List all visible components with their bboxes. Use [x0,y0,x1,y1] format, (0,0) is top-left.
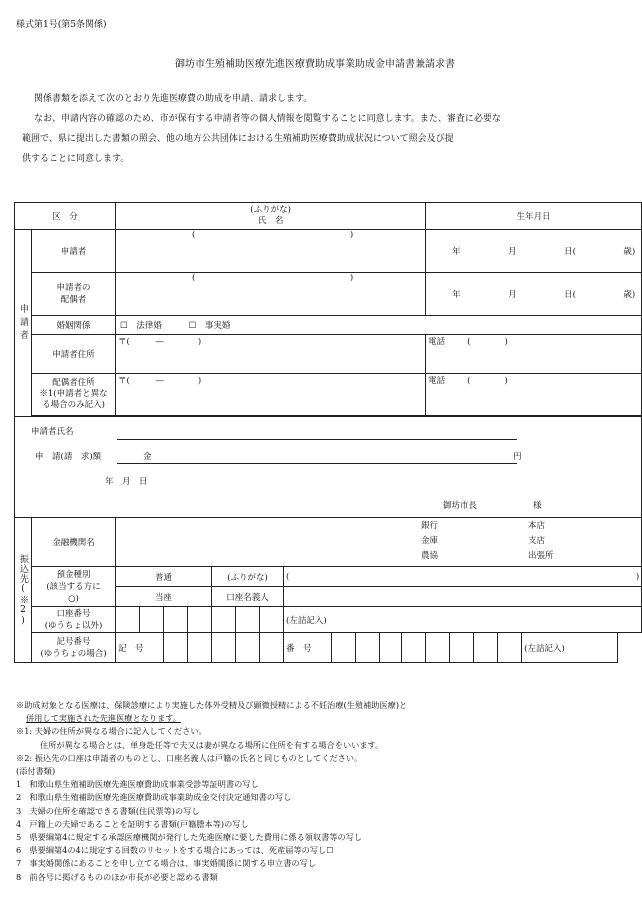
legal-label: 法律婚 [136,321,162,331]
holder-furigana-field[interactable]: ( ) [284,567,642,587]
toza-option[interactable]: 当座 [116,587,212,607]
note-line: 4 戸籍上の夫婦であることを証明する書類(戸籍謄本等)の写し [16,818,249,829]
form-number: 様式第1号(第5条関係) [16,20,107,30]
honten-label: 本店 [528,521,546,531]
branch-type-labels [528,519,554,564]
holder-label: 口座名義人 [212,587,284,607]
applicant-section-label: 申請者 [15,230,32,417]
kinko-label: 金庫 [421,536,439,546]
intro-line-4: 供することに同意します。 [22,154,130,164]
symbol-digit[interactable] [260,633,284,663]
bango-label: 番 号 [284,633,332,663]
legal-checkbox[interactable]: ☐ [120,321,128,331]
note-line: 住所が異なる場合とは、単身赴任等で夫又は妻が異なる場所に住所を有する場合をいいます。 [40,739,384,750]
header-name [116,203,426,230]
ginko-label: 銀行 [421,521,439,531]
note-line: 2 和歌山県生殖補助医療先進医療費助成事業助成金交付決定通知書の写し [16,792,292,803]
intro-line-1: 関係書類を添えて次のとおり先進医療費の助成を申請、請求します。 [34,94,313,104]
header-furigana: (ふりがな) [250,205,291,215]
applicant-address-label: 申請者住所 [32,335,116,374]
marriage-label: 婚姻関係 [32,316,116,335]
account-digit[interactable] [236,607,260,633]
note-line: 6 県要綱第4の4に規定する回数のリセットをする場合にあっては、死産届等の写し☐ [16,845,334,856]
defacto-checkbox[interactable]: ☐ [188,321,197,331]
application-table [14,202,642,663]
date-line: 年 月 日 [105,477,148,487]
account-digit[interactable] [260,607,284,633]
symbol-digit[interactable] [164,633,188,663]
number-digit[interactable] [474,633,498,663]
holder-name-field[interactable] [284,587,642,607]
number-digit[interactable] [426,633,450,663]
applicant-phone-field[interactable]: 電話 ( ) [426,335,642,374]
shiten-label: 支店 [528,536,546,546]
bank-name-field[interactable] [116,518,642,567]
mayor-label: 御坊市長 [443,501,478,511]
note-line: 8 前各号に掲げるもののほか市長が必要と認める書類 [16,871,218,882]
note-line: 1 和歌山県生殖補助医療先進医療費助成事業受診等証明書の写し [16,779,259,790]
transfer-section-label: 振込先(※2) [15,518,32,663]
header-birthdate: 生年月日 [426,203,642,230]
form-title: 御坊市生殖補助医療先進医療費助成事業助成金申請書兼請求書 [175,59,455,70]
intro-text [22,89,612,169]
account-number-label: 口座番号 (ゆうちょ以外) [32,607,116,633]
account-digit[interactable] [140,607,164,633]
symbol-left-fill-note: (左詰記入) [522,633,618,663]
bank-name-label: 金融機関名 [32,518,116,567]
applicant-label: 申請者 [32,230,116,273]
applicant-address-field[interactable]: 〒( — ) [116,335,426,374]
applicant-name-label: 申請者氏名 [31,427,74,437]
note-line: 3 夫婦の住所を確認できる書類(住民票等)の写し [16,805,200,816]
intro-line-2: なお、申請内容の確認のため、市が保有する申請者等の個人情報を閲覧することに同意します。また、審査に必要な [34,114,501,124]
header-shimei: 氏 名 [257,216,284,226]
spouse-label: 申請者の 配偶者 [32,273,116,316]
spouse-address-field[interactable]: 〒( — ) [116,374,426,416]
claim-amount-line[interactable] [117,463,517,464]
nokyo-label: 農協 [421,551,439,561]
claim-amount-label: 申 請(請 求)額 [35,452,102,462]
deposit-type-label: 預金種別 (該当する方に ○) [32,567,116,607]
applicant-name-line[interactable] [117,439,517,440]
number-digit[interactable] [380,633,402,663]
note-line: ※1: 夫婦の住所が異なる場合に記入してください。 [16,726,207,737]
applicant-name-field[interactable]: ( ) [116,230,426,273]
futsu-option[interactable]: 普通 [116,567,212,587]
sama-label: 様 [533,501,542,511]
note-line: 7 事実婚関係にあることを申し立てる場合は、事実婚関係に関する申立書の写し [16,858,316,869]
claim-section [15,417,642,518]
account-digit[interactable] [116,607,140,633]
number-digit[interactable] [402,633,426,663]
spouse-phone-field[interactable]: 電話 ( ) [426,374,642,416]
number-digit[interactable] [332,633,356,663]
note-line: (添付書類) [16,766,56,777]
number-digit[interactable] [356,633,380,663]
note-line: ※助成対象となる医療は、保険診療により実施した体外受精及び顕微授精による不妊治療(生殖補助医療)と [16,700,408,710]
symbol-digit[interactable] [188,633,212,663]
spouse-address-label: 配偶者住所 ※1(申請者と異な る場合のみ記入) [32,374,116,416]
spouse-name-field[interactable]: ( ) [116,273,426,316]
kigo-label: 記 号 [116,633,164,663]
header-kubun: 区 分 [15,203,116,230]
footnotes [16,699,616,884]
number-digit[interactable] [450,633,474,663]
symbol-number-label: 記号番号 (ゆうちょの場合) [32,633,116,663]
shutchojo-label: 出張所 [528,551,554,561]
account-digit[interactable] [188,607,212,633]
spouse-birthdate-field[interactable]: 年 月 日( 歳) [426,273,642,316]
marriage-options [116,316,642,335]
account-digit[interactable] [212,607,236,633]
symbol-digit[interactable] [212,633,236,663]
intro-line-3: 範囲で、県に提出した書類の照会、他の地方公共団体における生殖補助医療費助成状況について照会及び提 [22,134,454,144]
en-label: 円 [513,452,522,462]
bank-type-labels [421,519,438,564]
note-line: ※2: 振込先の口座は申請者のものとし、口座名義人は戸籍の氏名と同じものとしてください。 [16,752,363,763]
symbol-digit[interactable] [236,633,260,663]
note-line: 併用して実施された先進医療となります。 [26,713,181,724]
note-line: 5 県要綱第4に規定する承認医療機関が発行した先進医療に要した費用に係る領収書等の写し [16,832,363,843]
defacto-label: 事実婚 [204,321,231,331]
holder-furigana-label: (ふりがな) [212,567,284,587]
kin-label: 金 [143,452,152,462]
account-digit[interactable] [164,607,188,633]
number-digit[interactable] [498,633,522,663]
account-left-fill-note: (左詰記入) [284,607,642,633]
applicant-birthdate-field[interactable]: 年 月 日( 歳) [426,230,642,273]
